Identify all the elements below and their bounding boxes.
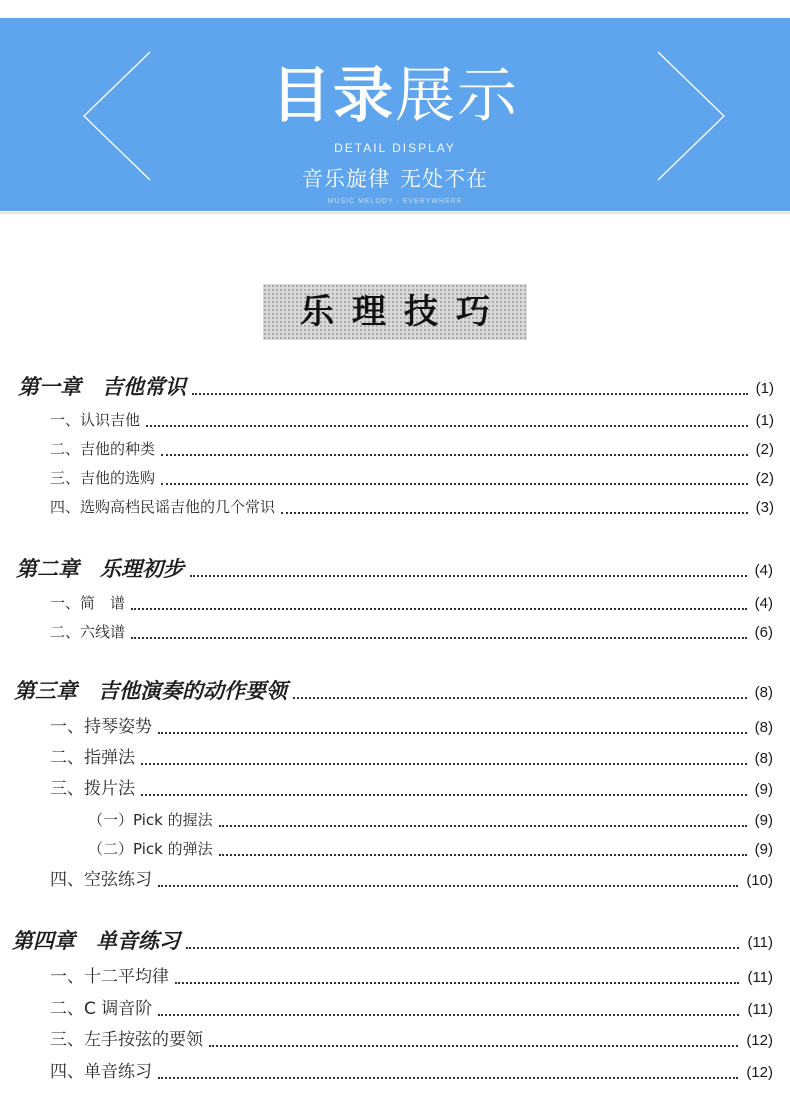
dot-leader	[141, 763, 747, 765]
dot-leader	[141, 794, 747, 796]
item-title: 三、左手按弦的要领	[50, 1030, 203, 1050]
page-number: (11)	[747, 969, 773, 986]
toc-chapter-4[interactable]	[12, 927, 773, 955]
toc-chapter-2[interactable]	[16, 555, 773, 583]
item-title: 四、空弦练习	[50, 870, 152, 890]
page-number: (12)	[746, 1064, 773, 1081]
dot-leader	[158, 732, 747, 734]
toc-item[interactable]	[50, 434, 774, 462]
banner-slogan-right: 无处不在	[400, 167, 488, 191]
item-title: 二、六线谱	[50, 623, 126, 641]
banner-title	[0, 58, 790, 134]
dot-leader	[219, 825, 747, 827]
banner-slogan-left: 音乐旋律	[302, 167, 390, 191]
page-number: (9)	[754, 781, 773, 798]
page-number: (8)	[754, 719, 773, 736]
banner-slogan	[0, 164, 790, 194]
toc-chapter-1[interactable]	[18, 373, 774, 401]
page-number: (4)	[754, 562, 773, 579]
item-title: 三、吉他的选购	[50, 469, 156, 487]
banner-subtitle-en: DETAIL DISPLAY	[334, 141, 456, 155]
dot-leader	[158, 1077, 738, 1079]
toc-subitem[interactable]	[88, 834, 773, 862]
page-number: (4)	[754, 595, 773, 612]
item-title: 四、选购高档民谣吉他的几个常识	[50, 498, 276, 516]
dot-leader	[293, 697, 747, 699]
toc-item[interactable]	[50, 743, 773, 771]
dot-leader	[158, 1014, 739, 1016]
toc-item[interactable]	[50, 405, 774, 433]
dot-leader	[209, 1045, 738, 1047]
toc-item[interactable]	[50, 617, 773, 645]
toc-item[interactable]	[50, 774, 773, 802]
dot-leader	[190, 575, 747, 577]
dot-leader	[186, 947, 739, 949]
item-title: 二、指弹法	[50, 748, 135, 768]
item-title: 一、十二平均律	[50, 967, 169, 987]
toc-item[interactable]	[50, 492, 774, 520]
toc-item[interactable]	[50, 1025, 773, 1053]
banner-tiny-text: MUSIC MELODY · EVERYWHERE	[327, 198, 463, 205]
dot-leader	[192, 393, 748, 395]
toc-subitem[interactable]	[88, 805, 773, 833]
toc-item[interactable]	[50, 463, 774, 491]
toc-item[interactable]	[50, 712, 773, 740]
dot-leader	[281, 512, 748, 514]
page-number: (9)	[754, 812, 773, 829]
item-title: 二、C 调音阶	[50, 999, 153, 1019]
toc-item[interactable]	[50, 962, 773, 990]
dot-leader	[161, 454, 748, 456]
item-title: 四、单音练习	[50, 1062, 152, 1082]
toc-item[interactable]	[50, 1057, 773, 1085]
section-title: 乐理技巧	[263, 284, 527, 340]
banner-title-light: 展示	[395, 61, 519, 131]
dot-leader	[161, 483, 748, 485]
item-title: 一、持琴姿势	[50, 717, 152, 737]
subitem-title: （一）Pick 的握法	[88, 811, 213, 829]
item-title: 一、简 谱	[50, 594, 126, 612]
page-number: (12)	[746, 1032, 773, 1049]
banner-title-bold: 目录	[271, 61, 395, 131]
item-title: 二、吉他的种类	[50, 440, 156, 458]
item-title: 一、认识吉他	[50, 411, 141, 429]
chapter-title: 第一章 吉他常识	[18, 375, 186, 399]
page-number: (10)	[746, 872, 773, 889]
chapter-title: 第三章 吉他演奏的动作要领	[14, 679, 287, 703]
page-number: (11)	[747, 1001, 773, 1018]
page-number: (6)	[754, 624, 773, 641]
item-title: 三、拨片法	[50, 779, 135, 799]
toc-item[interactable]	[50, 994, 773, 1022]
chapter-title: 第四章 单音练习	[12, 929, 180, 953]
banner-divider	[0, 212, 790, 214]
subitem-title: （二）Pick 的弹法	[88, 840, 213, 858]
dot-leader	[175, 982, 739, 984]
page-number: (8)	[754, 750, 773, 767]
toc-chapter-3[interactable]	[14, 677, 773, 705]
dot-leader	[219, 854, 747, 856]
toc-item[interactable]	[50, 588, 773, 616]
dot-leader	[146, 425, 748, 427]
dot-leader	[158, 885, 738, 887]
page-number: (9)	[754, 841, 773, 858]
page-number: (2)	[755, 441, 774, 458]
page-number: (11)	[747, 934, 773, 951]
toc-item[interactable]	[50, 865, 773, 893]
chapter-title: 第二章 乐理初步	[16, 557, 184, 581]
dot-leader	[131, 637, 747, 639]
page-number: (2)	[755, 470, 774, 487]
header-banner	[0, 18, 790, 211]
dot-leader	[131, 608, 747, 610]
page-number: (8)	[754, 684, 773, 701]
page-number: (1)	[755, 412, 774, 429]
page-number: (3)	[755, 499, 774, 516]
page-number: (1)	[755, 380, 774, 397]
